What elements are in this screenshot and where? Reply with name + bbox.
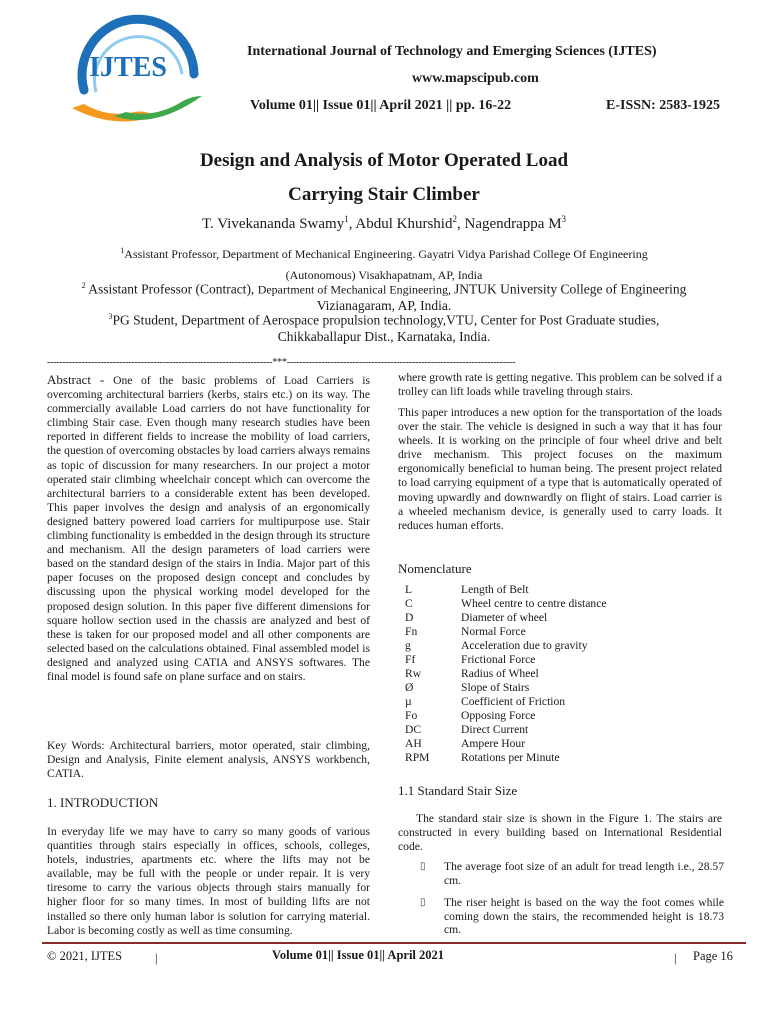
aff3-line1: PG Student, Department of Aerospace propulsion technology,VTU, Center for Post Graduate studies,: [112, 312, 660, 328]
aff2-b: Department of Mechanical Engineering,: [257, 282, 454, 297]
author-1: T. Vivekananda Swamy: [201, 216, 345, 232]
aff1-line1: Assistant Professor, Department of Mechanical Engineering. Gayatri Vidya Parishad College Of Engineering: [124, 247, 648, 261]
section-divider: ------------------------------------------------------------------------***-------------------------------------------------------------------------: [47, 357, 516, 368]
aff1-line2: (Autonomous) Visakhapatnam, AP, India: [285, 268, 483, 282]
bullet-marker: ▯: [420, 897, 426, 908]
section-1-1-heading: 1.1 Standard Stair Size: [398, 783, 518, 798]
intro-text: In everyday life we may have to carry so many goods of various quantities through stairs especially in offices, schools, colleges, hotels, industries, apartments etc. where the lifts may not be available, may be full with the people or under repair. It is very tiresome to carry the various objects through stairs manually for higher floor for so many times. In most of building lifts are not installed so there only human labor is solution for carrying material. Labor is becoming costly as well as time consuming.: [47, 825, 370, 937]
journal-name: International Journal of Technology and Emerging Sciences (IJTES): [247, 44, 657, 59]
aff2-sup: 2: [81, 281, 86, 290]
eissn: E-ISSN: 2583-1925: [606, 98, 720, 113]
nomenclature-list: L Length of Belt C Wheel centre to centre distance D Diameter of wheel Fn Normal Force g Acceleration due to gravity Ff Frictional Force Rw Radius of Wheel Ø Slope of Stairs µ Coefficient of Friction Fo Opposing Force DC Direct Current AH Ampere Hour RPM Rotations per Minute: [405, 583, 607, 764]
journal-website[interactable]: www.mapscipub.com: [412, 71, 539, 86]
author-2-sup: 2: [452, 214, 457, 224]
logo-green-hand: [114, 96, 202, 120]
bullet-text: The riser height is based on the way the foot comes while coming down the stairs, the recommended height is 18.73 cm.: [444, 896, 724, 936]
aff2-a: Assistant Professor (Contract),: [85, 281, 258, 297]
footer-separator: |: [674, 951, 677, 965]
author-3: , Nagendrappa M: [456, 216, 562, 232]
author-1-sup: 1: [344, 214, 349, 224]
logo-text: IJTES: [89, 52, 167, 83]
footer-copyright: © 2021, IJTES: [47, 949, 123, 963]
author-list: [0, 214, 768, 233]
abstract-text: One of the basic problems of Load Carriers is overcoming architectural barriers (kerbs, stairs etc.) on its way. The commercially available Load carriers do not have functionality for climbing Stair case. Even though many research studies have been reported in different fields to increase the mobility of load carriers, the question of overcoming obstacles by load carriers always remains as topic of discussion for many researchers. In our project a motor operated stair climbing wheelchair concept which can overcome the architectural barriers to a considerable extent has been developed. This paper involves the design and analysis of an ergonomically designed battery powered load carriers for multipurpose use. Stair climbing functionality is embedded in the design through its structure and mechanism. All the design parameters of load carriers were based on the standard design of the stairs in India. Major part of this paper focuses on the proposed design concept and concludes by discussing upon the physical working model developed for the proposed design solution. In this paper five different dimensions for square hollow section used in the chassis are analyzed and best of these is taken for our proposed model and all other components are selected based on the calculations obtained. Final assembled model is designed and analyzed using CATIA and ANSYS softwares. The final model is found safe on plane surface and on stairs.: [47, 374, 370, 683]
aff1-sup: 1: [120, 246, 125, 255]
bullet-text: The average foot size of an adult for tread length i.e., 28.57 cm.: [444, 860, 724, 887]
footer-volume: Volume 01|| Issue 01|| April 2021: [272, 948, 445, 962]
bullet-marker: ▯: [420, 861, 426, 872]
bullet-item: [420, 896, 724, 938]
journal-logo: [54, 12, 212, 136]
aff2-line2: Vizianagaram, AP, India.: [316, 297, 452, 313]
footer-separator: |: [155, 951, 158, 965]
paper-title-line1: Design and Analysis of Motor Operated Load: [199, 150, 569, 171]
author-2: , Abdul Khurshid: [348, 216, 453, 232]
footer-rule: [42, 942, 746, 944]
author-3-sup: 3: [561, 214, 567, 224]
right-para-2: This paper introduces a new option for the transportation of the loads over the stair. The vehicle is designed in such a way that it has four wheels. It is working on the principle of four wheel drive and belt drive mechanism. This project focuses on the maximum ergonomically beneficial to human being. The present project related to load carrying equipment of a type that is automatically operated of moving upwardly and downwardly on flight of stairs. Load carrier is a wheeled mechanism device, is generally used to carry loads. It reduces human efforts.: [398, 406, 722, 532]
intro-heading: 1. INTRODUCTION: [47, 795, 159, 810]
logo-graphic: [54, 12, 212, 136]
footer-page: Page 16: [693, 949, 733, 963]
volume-info: Volume 01|| Issue 01|| April 2021 || pp. 16-22: [250, 98, 512, 113]
bullet-item: [420, 860, 724, 890]
aff3-sup: 3: [108, 312, 113, 321]
abstract: [47, 373, 370, 684]
keywords: Key Words: Architectural barriers, motor operated, stair climbing, Design and Analysis, Finite element analysis, ANSYS workbench, CATIA.: [47, 739, 370, 781]
right-para-1: where growth rate is getting negative. This problem can be solved if a trolley can lift loads while traveling through stairs.: [398, 371, 722, 399]
affiliation-3: [0, 309, 768, 345]
abstract-label: Abstract -: [47, 372, 114, 387]
nomenclature-heading: Nomenclature: [398, 561, 472, 576]
aff2-c: JNTUK University College of Engineering: [453, 281, 687, 297]
section-1-1-text: The standard stair size is shown in the Figure 1. The stairs are constructed in every building based on International Residential code.: [398, 812, 722, 854]
paper-title-line2: Carrying Stair Climber: [288, 184, 480, 205]
aff3-line2: Chikkaballapur Dist., Karnataka, India.: [277, 328, 491, 344]
